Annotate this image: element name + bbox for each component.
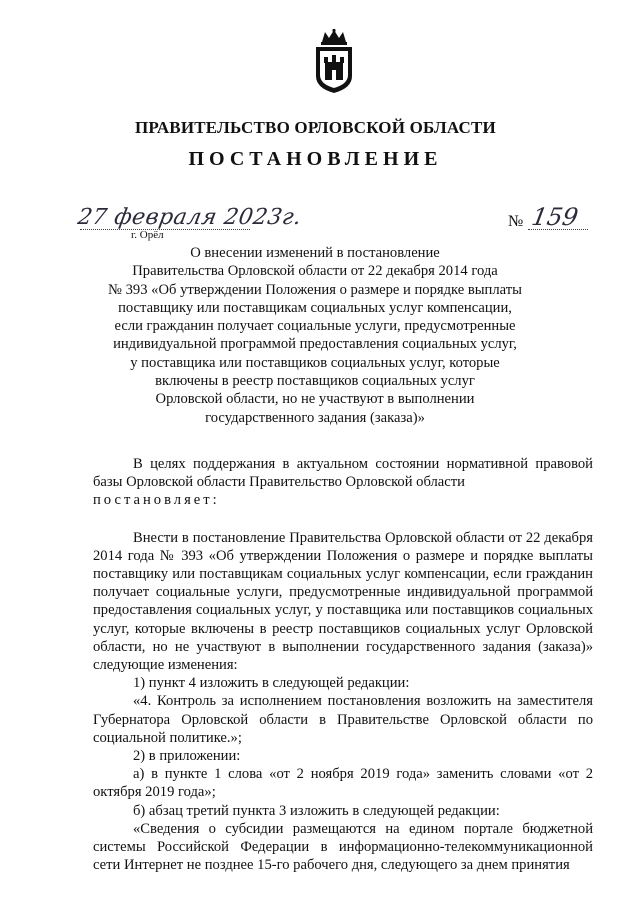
- subject-line: поставщику или поставщикам социальных услуг компенсации,: [118, 299, 512, 316]
- body-paragraph: Внести в постановление Правительства Орловской области от 22 декабря 2014 года № 393 «Об утверждении Положения о размере и порядке выплаты поставщику или поставщикам социальных услуг компенсации, если гражданин получает социальные услуги, предусмотренные индивидуальной программой предоставления социальных услуг, у поставщика или поставщиков социальных услуг, которые включены в реестр поставщиков социальных услуг Орловской области, но не участвуют в выполнении государственного задания (заказа)» следующие изменения:: [93, 529, 593, 674]
- subject-line: Орловской области, но не участвуют в выполнении: [155, 391, 475, 408]
- body-paragraph: б) абзац третий пункта 3 изложить в следующей редакции:: [133, 802, 500, 819]
- preamble-paragraph: В целях поддержания в актуальном состоянии нормативной правовой базы Орловской области Правительство Орловской области: [93, 456, 593, 491]
- subject-line: № 393 «Об утверждении Положения о размере и порядке выплаты: [108, 281, 522, 298]
- government-name: ПРАВИТЕЛЬСТВО ОРЛОВСКОЙ ОБЛАСТИ: [135, 118, 496, 137]
- document-type: ПОСТАНОВЛЕНИЕ: [188, 148, 443, 170]
- subject-line: индивидуальной программой предоставления социальных услуг,: [113, 336, 517, 353]
- resolves-word: постановляет:: [93, 492, 220, 509]
- coat-of-arms-icon: [311, 28, 357, 94]
- subject-line: Правительства Орловской области от 22 декабря 2014 года: [132, 263, 498, 280]
- number-label: №: [508, 213, 524, 230]
- body-paragraph: а) в пункте 1 слова «от 2 ноября 2019 года» заменить словами «от 2 октября 2019 года»;: [93, 766, 593, 801]
- body-paragraph: 2) в приложении:: [133, 748, 241, 765]
- subject-line: государственного задания (заказа)»: [205, 409, 425, 426]
- document-body: [93, 455, 593, 874]
- subject-line: О внесении изменений в постановление: [190, 245, 440, 261]
- body-paragraph: 1) пункт 4 изложить в следующей редакции:: [133, 675, 410, 692]
- document-subject: [100, 244, 530, 427]
- body-paragraph: «4. Контроль за исполнением постановления возложить на заместителя Губернатора Орловской области в Правительстве Орловской области по социальной политике.»;: [93, 693, 593, 746]
- subject-line: включены в реестр поставщиков социальных услуг: [155, 373, 475, 390]
- number-underline: [528, 229, 588, 230]
- date-underline: [80, 229, 250, 230]
- document-number: 159: [529, 203, 581, 231]
- document-city: г. Орёл: [131, 229, 164, 241]
- document-date: 27 февраля 2023г.: [75, 205, 304, 230]
- body-paragraph: «Сведения о субсидии размещаются на едином портале бюджетной системы Российской Федерации в информационно-телекоммуникационной сети Интернет не позднее 15-го рабочего дня, следующего за днем принятия: [93, 820, 593, 874]
- subject-line: если гражданин получает социальные услуги, предусмотренные: [114, 318, 516, 335]
- subject-line: у поставщика или поставщиков социальных услуг, которые: [130, 354, 500, 371]
